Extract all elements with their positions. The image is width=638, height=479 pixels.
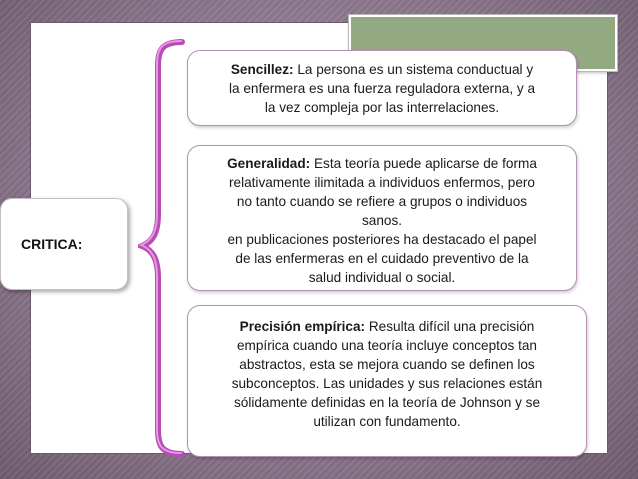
card-line: [196, 154, 568, 173]
card-line: subconceptos. Las unidades y sus relaciones están: [231, 376, 543, 391]
card-line: la vez compleja por las interrelaciones.: [264, 100, 500, 115]
card-line: de las enfermeras en el cuidado preventivo de la: [235, 251, 529, 266]
card-line: relativamente ilimitada a individuos enfermos, pero: [228, 175, 535, 190]
card-line: no tanto cuando se refiere a grupos o individuos: [236, 194, 528, 209]
card-text: La persona es un sistema conductual y: [293, 62, 534, 77]
critica-label: CRITICA:: [21, 236, 83, 252]
card-line: sanos.: [361, 213, 403, 228]
card-line: empírica cuando una teoría incluye conceptos tan: [236, 338, 537, 353]
card-line: utilizan con fundamento.: [313, 414, 461, 429]
card-title: Sencillez:: [230, 62, 294, 77]
card-line: en publicaciones posteriores ha destacado el papel: [227, 232, 537, 247]
card-sencillez: [187, 50, 577, 126]
card-line: abstractos, esta se mejora cuando se definen los: [239, 357, 535, 372]
card-text: Esta teoría puede aplicarse de forma: [310, 156, 537, 171]
card-precision-empirica: [187, 305, 587, 457]
card-line: [196, 60, 568, 79]
card-line: [196, 317, 578, 336]
card-title: Precisión empírica:: [239, 319, 366, 334]
card-line: la enfermera es una fuerza reguladora externa, y a: [228, 81, 536, 96]
card-text: Resulta difícil una precisión: [365, 319, 535, 334]
card-generalidad: [187, 145, 577, 291]
critica-box: [0, 198, 128, 290]
card-title: Generalidad:: [227, 156, 311, 171]
card-line: salud individual o social.: [308, 270, 456, 285]
card-line: sólidamente definidas en la teoría de Johnson y se: [233, 395, 541, 410]
